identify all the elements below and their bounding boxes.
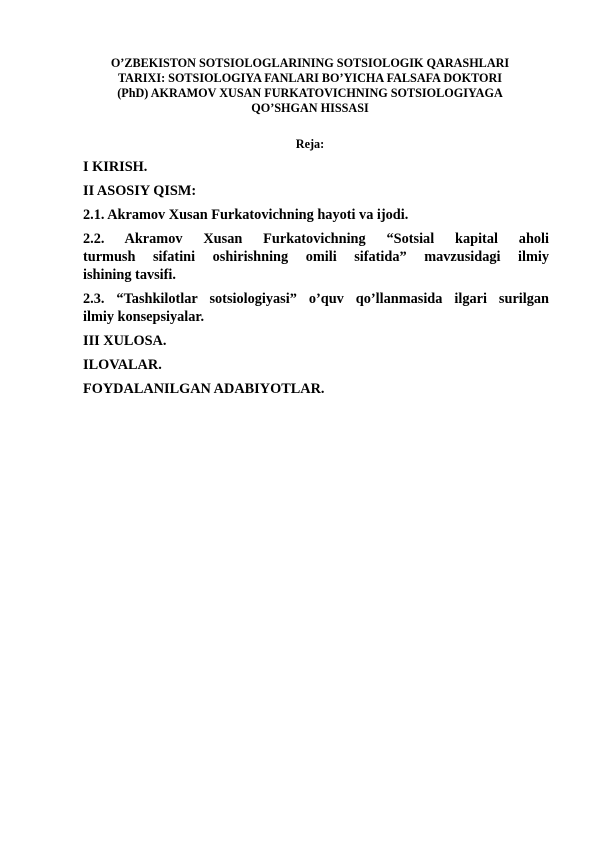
document-title xyxy=(70,56,550,116)
plan-list xyxy=(83,158,549,404)
title-line: QO’SHGAN HISSASI xyxy=(251,101,369,115)
plan-item-2-2-line: turmush sifatini oshirishning omili sifatida” mavzusidagi ilmiy xyxy=(83,249,549,265)
title-line: (PhD) AKRAMOV XUSAN FURKATOVICHNING SOTSIOLOGIYAGA xyxy=(117,86,503,100)
plan-item-2-3 xyxy=(83,290,549,326)
plan-item-2-2-line: 2.2. Akramov Xusan Furkatovichning “Sotsial kapital aholi xyxy=(83,231,549,247)
plan-item-2-1: 2.1. Akramov Xusan Furkatovichning hayoti va ijodi. xyxy=(83,207,409,223)
plan-item-2-3-line: 2.3. “Tashkilotlar sotsiologiyasi” o’quv qo’llanmasida ilgari surilgan xyxy=(83,291,549,307)
plan-heading: Reja: xyxy=(295,137,325,151)
title-line: O’ZBEKISTON SOTSIOLOGLARINING SOTSIOLOGIK QARASHLARI xyxy=(110,56,510,70)
plan-item-appendices: ILOVALAR. xyxy=(83,357,162,373)
plan-item-conclusion: III XULOSA. xyxy=(83,333,167,349)
plan-item-main: II ASOSIY QISM: xyxy=(83,183,197,199)
plan-item-references: FOYDALANILGAN ADABIYOTLAR. xyxy=(83,381,325,397)
plan-item-2-2 xyxy=(83,230,549,284)
plan-item-intro: I KIRISH. xyxy=(83,159,148,175)
plan-item-2-3-line: ilmiy konsepsiyalar. xyxy=(83,309,205,325)
plan-item-2-2-line: ishining tavsifi. xyxy=(83,267,176,283)
title-line: TARIXI: SOTSIOLOGIYA FANLARI BO’YICHA FALSAFA DOKTORI xyxy=(117,71,503,85)
